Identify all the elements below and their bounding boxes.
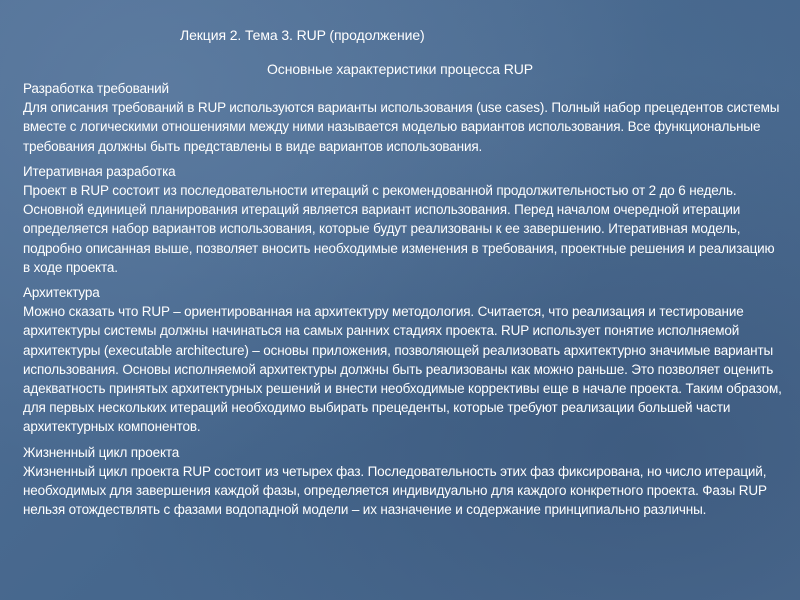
section-text: Жизненный цикл проекта RUP состоит из четырех фаз. Последовательность этих фаз фиксирована, но число итераций, необходимых для завершения каждой фазы, определяется индивидуально для каждого конкретного проекта. Фазы RUP нельзя отождествлять с фазами водопадной модели – их назначение и содержание принципиально различны. [23, 463, 767, 518]
section-architecture [23, 283, 783, 437]
section-heading: Архитектура [23, 285, 100, 301]
section-text: Можно сказать что RUP – ориентированная на архитектуру методология. Считается, что реализация и тестирование архитектуры системы должны начинаться на самых ранних стадиях проекта. RUP использует понятие исполняемой архитектуры (executable architecture) – основы приложения, позволяющей реализовать архитектурно значимые варианты использования. Основы исполняемой архитектуры должны быть реализованы как можно раньше. Это позволяет оценить адекватность принятых архитектурных решений и внести необходимые коррективы еще в начале проекта. Таким образом, для первых нескольких итераций необходимо выбирать прецеденты, которые требуют реализации большей части архитектурных компонентов. [23, 304, 782, 435]
section-text: Для описания требований в RUP используются варианты использования (use cases). Полный набор прецедентов системы вместе с логическими отношениями между ними называется моделью вариантов использования. Все функциональные требования должны быть представлены в виде вариантов использования. [23, 100, 780, 154]
slide-subtitle: Основные характеристики процесса RUP [267, 61, 533, 77]
slide-content [23, 79, 783, 525]
section-heading: Итеративная разработка [23, 163, 176, 179]
section-iterative-development [23, 162, 783, 277]
section-requirements [23, 79, 783, 156]
section-text: Проект в RUP состоит из последовательности итераций с рекомендованной продолжительностью от 2 до 6 недель. Основной единицей планирования итераций является вариант использования. Перед началом очередной итерации определяется набор вариантов использования, которые будут реализованы к ее завершению. Итеративная модель, подробно описанная выше, позволяет вносить необходимые изменения в требования, проектные решения и реализацию в ходе проекта. [23, 183, 775, 275]
section-lifecycle [23, 443, 783, 520]
slide-header: Лекция 2. Тема 3. RUP (продолжение) [180, 27, 425, 43]
section-heading: Разработка требований [23, 81, 169, 96]
section-heading: Жизненный цикл проекта [23, 444, 180, 460]
